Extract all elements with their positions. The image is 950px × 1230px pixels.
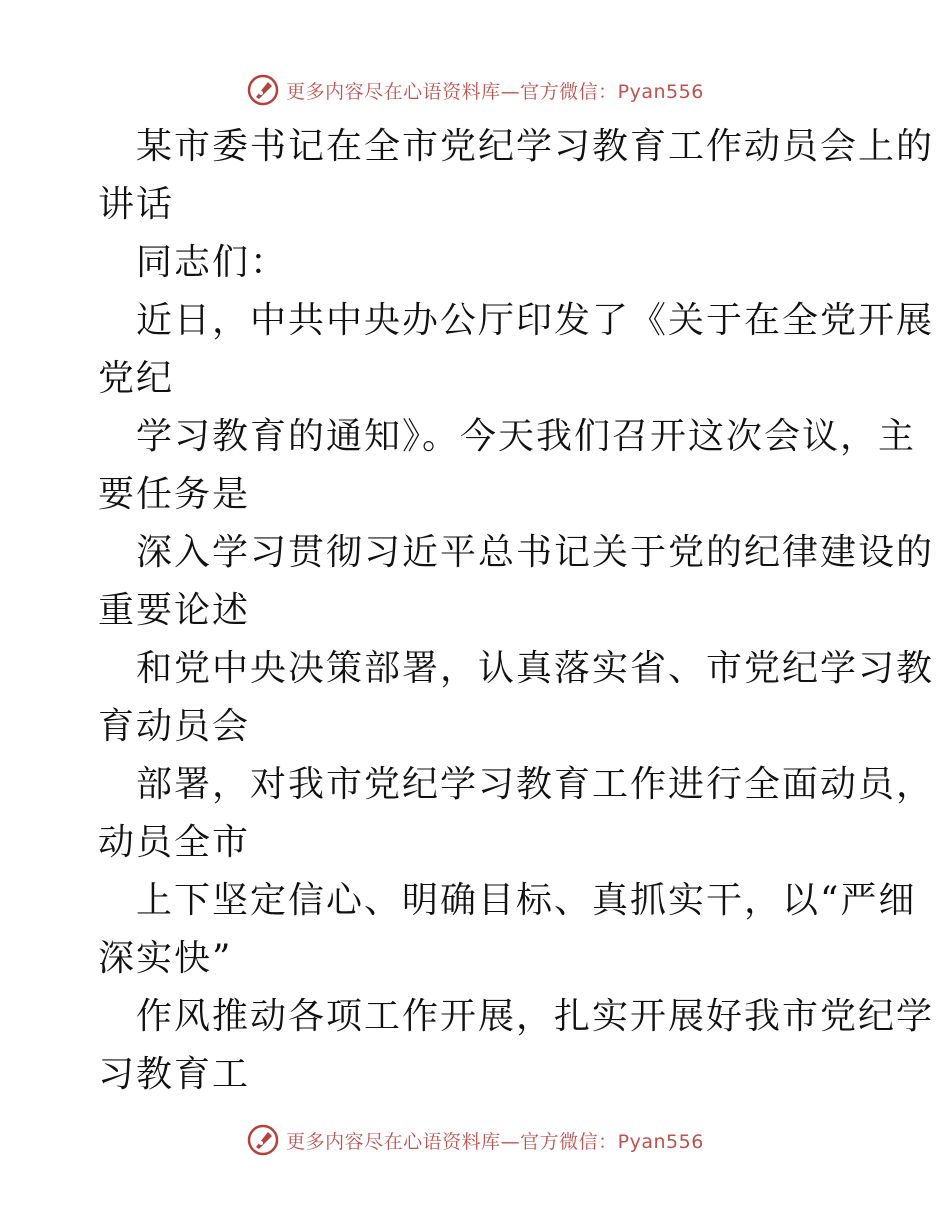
pen-nib-logo-icon xyxy=(246,1123,280,1157)
doc-line: 党纪 xyxy=(98,358,175,399)
doc-line: 作风推动各项工作开展，扎实开展好我市党纪学 xyxy=(136,996,935,1037)
doc-line: 习教育工 xyxy=(98,1054,251,1095)
doc-line: 育动员会 xyxy=(98,706,251,747)
doc-line: 学习教育的通知》。今天我们召开这次会议，主 xyxy=(136,416,917,457)
doc-line: 动员全市 xyxy=(98,822,251,863)
header-banner xyxy=(0,70,950,110)
doc-line: 深入学习贯彻习近平总书记关于党的纪律建设的 xyxy=(136,532,935,573)
doc-line: 要任务是 xyxy=(98,474,251,515)
document-body xyxy=(98,118,935,1104)
doc-line: 重要论述 xyxy=(98,590,251,631)
doc-line: 近日，中共中央办公厅印发了《关于在全党开展 xyxy=(136,300,935,341)
doc-salutation: 同志们： xyxy=(136,242,289,283)
footer-banner-text: 更多内容尽在心语资料库—官方微信：Pyan556 xyxy=(286,1130,704,1153)
doc-line: 上下坚定信心、明确目标、真抓实干，以“严细 xyxy=(136,880,917,921)
doc-title-line-1: 某市委书记在全市党纪学习教育工作动员会上的 xyxy=(136,126,935,167)
doc-line: 部署，对我市党纪学习教育工作进行全面动员， xyxy=(136,764,935,805)
pen-nib-logo-icon xyxy=(246,73,280,107)
header-banner-text: 更多内容尽在心语资料库—官方微信：Pyan556 xyxy=(286,80,704,103)
doc-line: 和党中央决策部署，认真落实省、市党纪学习教 xyxy=(136,648,935,689)
footer-banner xyxy=(0,1120,950,1160)
doc-line: 深实快” xyxy=(98,938,233,979)
doc-title-line-2: 讲话 xyxy=(98,184,175,225)
